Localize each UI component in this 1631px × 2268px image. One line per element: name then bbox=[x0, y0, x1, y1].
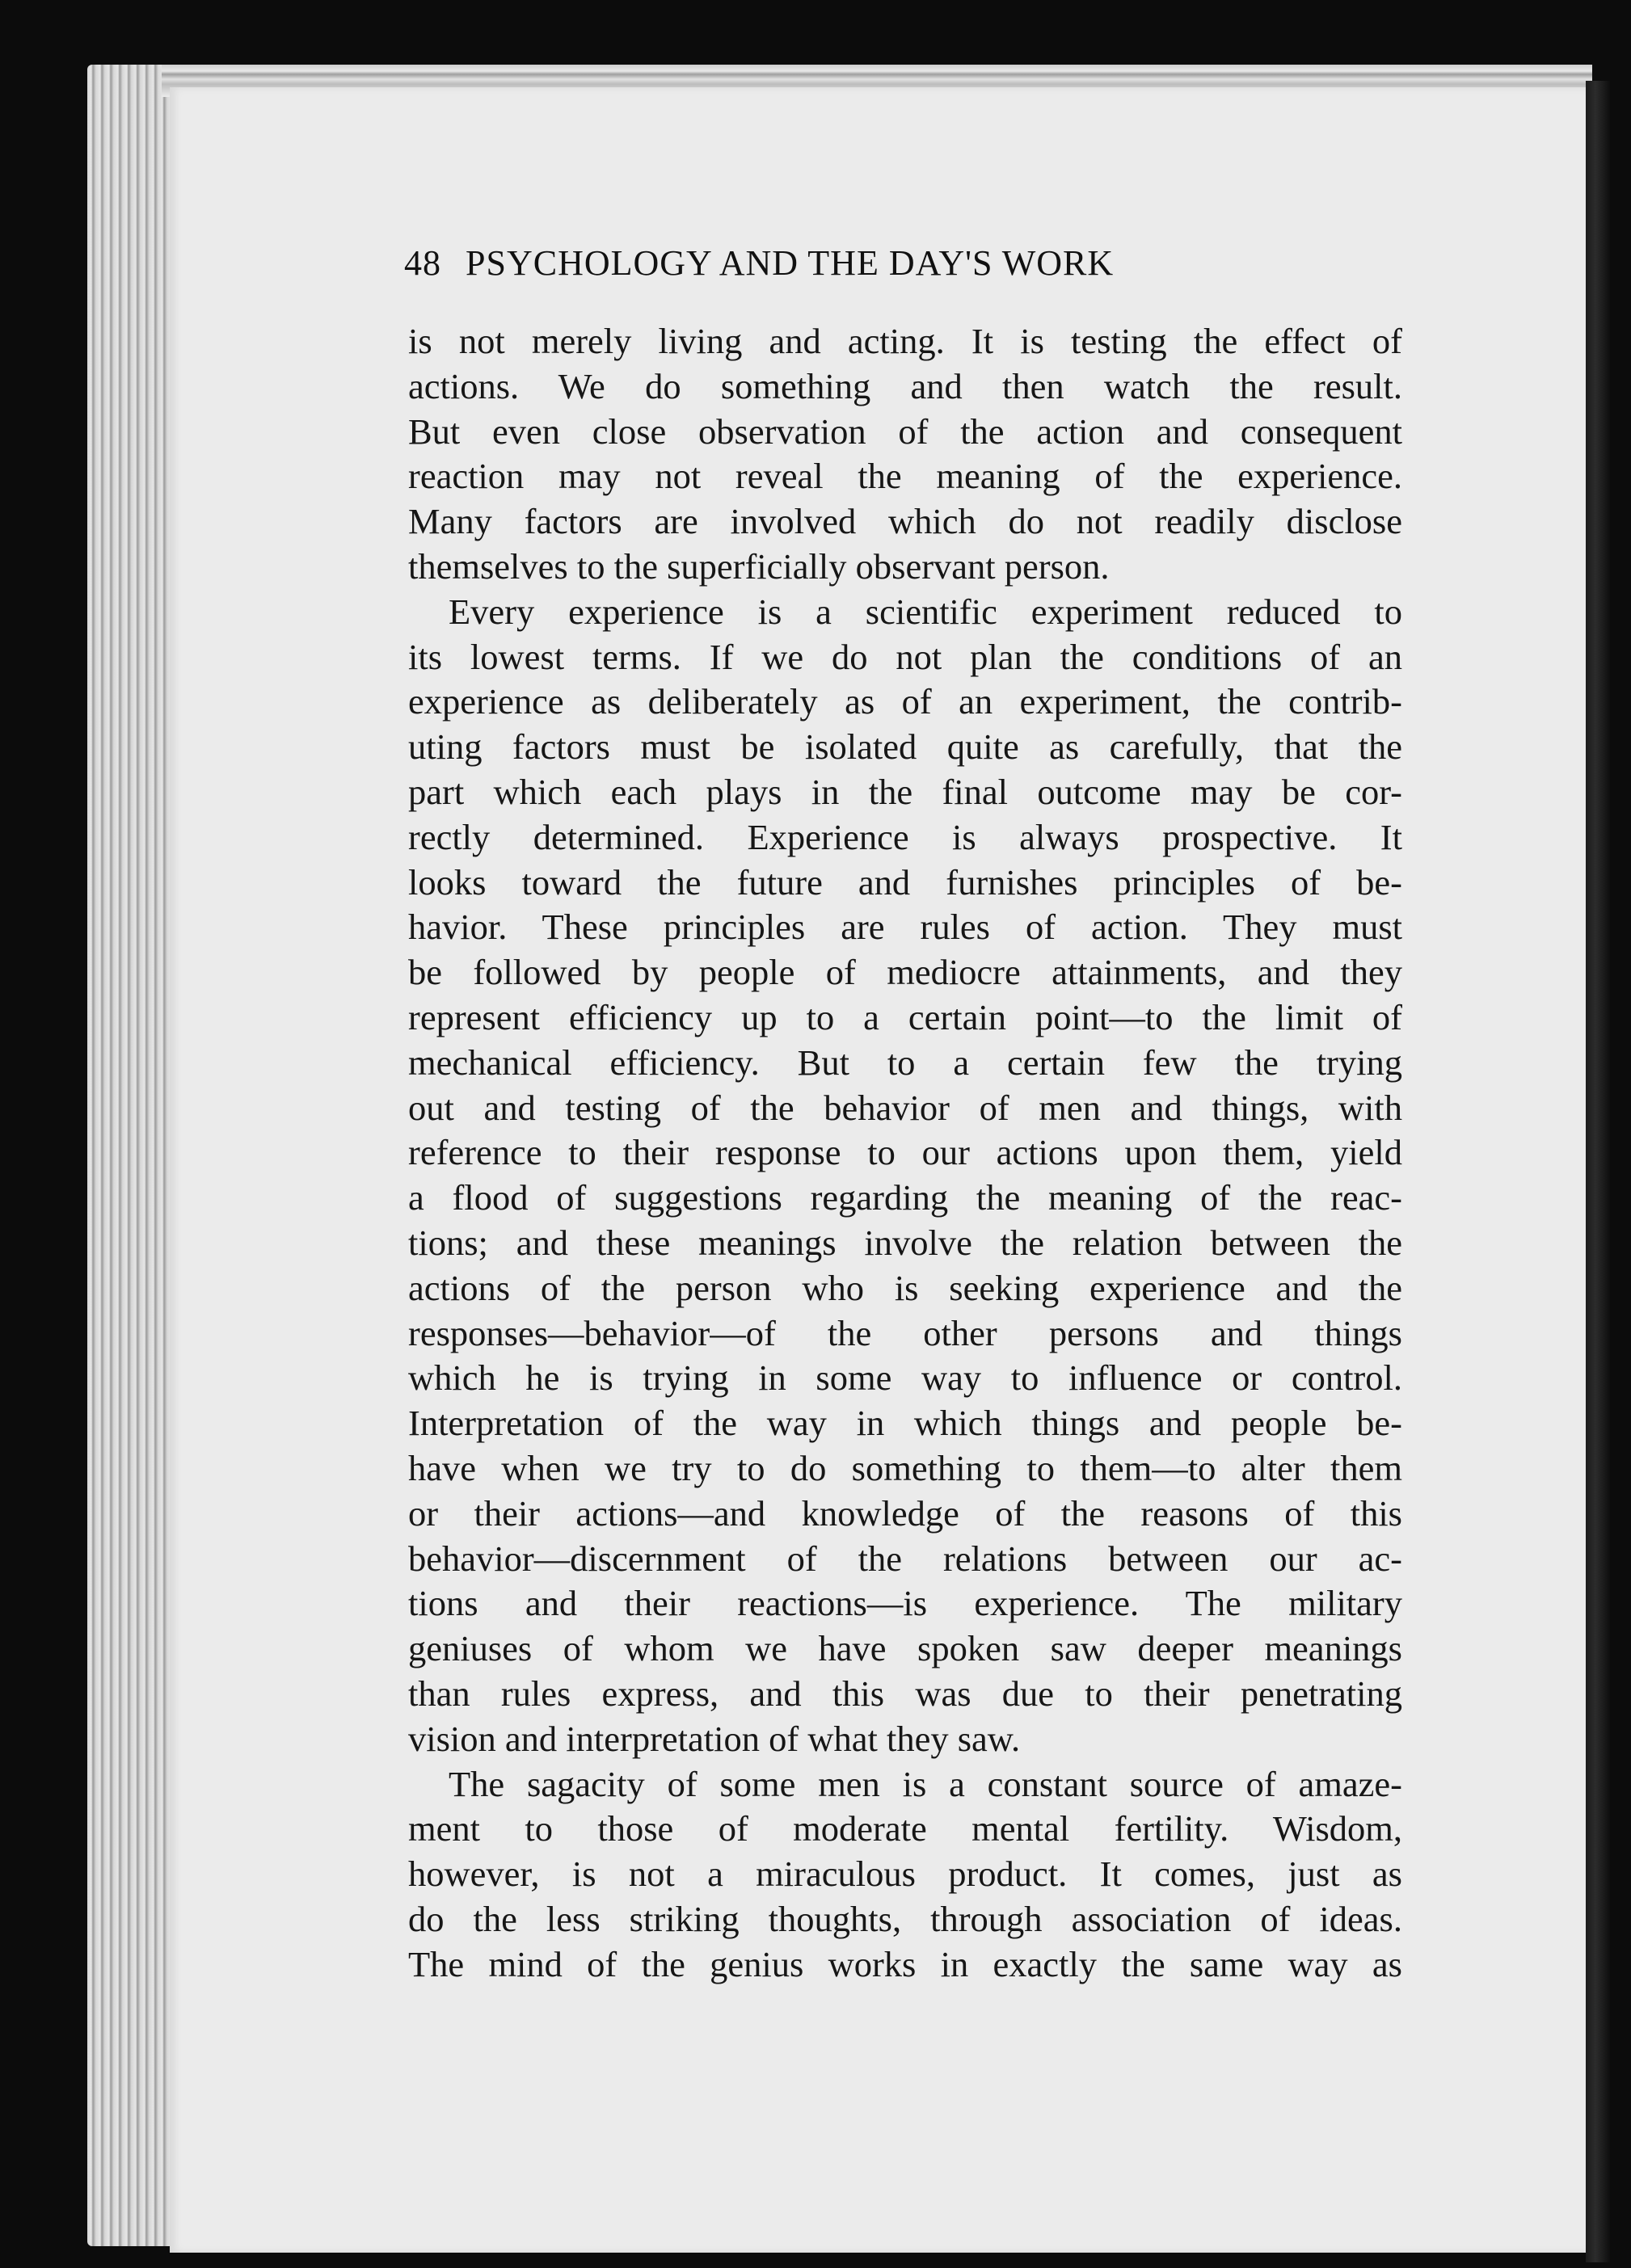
text-line: reference to their response to our actions upon them, yield bbox=[408, 1132, 1402, 1173]
text-line: uting factors must be isolated quite as carefully, that the bbox=[408, 726, 1402, 768]
text-line: which he is trying in some way to influence or control. bbox=[408, 1357, 1402, 1399]
text-line: is not merely living and acting. It is testing the effect of bbox=[408, 321, 1402, 361]
running-header bbox=[404, 242, 1406, 291]
text-line: reaction may not reveal the meaning of the experience. bbox=[408, 456, 1402, 497]
book-binding bbox=[1586, 81, 1610, 2262]
text-line: actions. We do something and then watch the result. bbox=[408, 365, 1402, 406]
text-line: responses—behavior—of the other persons and things bbox=[408, 1312, 1402, 1353]
text-line: themselves to the superficially observant person. bbox=[408, 545, 1110, 587]
text-line: looks toward the future and furnishes principles of be- bbox=[408, 861, 1402, 903]
text-line: its lowest terms. If we do not plan the conditions of an bbox=[408, 636, 1402, 677]
text-line: mechanical efficiency. But to a certain few the trying bbox=[408, 1041, 1402, 1083]
text-line: The mind of the genius works in exactly the same way as bbox=[408, 1943, 1402, 1984]
text-line: tions and their reactions—is experience. The military bbox=[408, 1583, 1402, 1624]
text-line: Interpretation of the way in which things and people be- bbox=[408, 1403, 1402, 1444]
text-line: represent efficiency up to a certain point—to the limit of bbox=[408, 996, 1402, 1037]
text-line: Many factors are involved which do not readily disclose bbox=[408, 501, 1402, 542]
text-line: The sagacity of some men is a constant source of amaze- bbox=[449, 1763, 1402, 1804]
text-line: be followed by people of mediocre attainments, and they bbox=[408, 952, 1402, 993]
text-line: tions; and these meanings involve the relation between the bbox=[408, 1222, 1402, 1263]
text-line: have when we try to do something to them—to alter them bbox=[408, 1447, 1402, 1488]
text-line: out and testing of the behavior of men and things, with bbox=[408, 1087, 1402, 1128]
text-line: a flood of suggestions regarding the meaning of the reac- bbox=[408, 1177, 1402, 1218]
text-line: geniuses of whom we have spoken saw deeper meanings bbox=[408, 1628, 1402, 1669]
text-line: do the less striking thoughts, through association of ideas. bbox=[408, 1898, 1402, 1939]
text-line: But even close observation of the action and consequent bbox=[408, 410, 1402, 452]
text-line: however, is not a miraculous product. It comes, just as bbox=[408, 1854, 1402, 1895]
text-line: part which each plays in the final outcome may be cor- bbox=[408, 771, 1402, 812]
text-line: behavior—discernment of the relations between our ac- bbox=[408, 1538, 1402, 1579]
text-line: rectly determined. Experience is always prospective. It bbox=[408, 816, 1402, 857]
text-line: than rules express, and this was due to their penetrating bbox=[408, 1673, 1402, 1714]
text-line: Every experience is a scientific experiment reduced to bbox=[449, 591, 1402, 632]
page-number: 48 bbox=[404, 243, 441, 283]
text-line: actions of the person who is seeking experience and the bbox=[408, 1267, 1402, 1308]
body-text bbox=[408, 319, 1402, 1987]
text-line: experience as deliberately as of an experiment, the contrib- bbox=[408, 681, 1402, 722]
text-line: vision and interpretation of what they saw. bbox=[408, 1718, 1021, 1759]
running-title: PSYCHOLOGY AND THE DAY'S WORK bbox=[466, 243, 1115, 283]
text-line: havior. These principles are rules of action. They must bbox=[408, 907, 1402, 948]
text-line: ment to those of moderate mental fertility. Wisdom, bbox=[408, 1808, 1402, 1849]
text-line: or their actions—and knowledge of the reasons of this bbox=[408, 1492, 1402, 1534]
